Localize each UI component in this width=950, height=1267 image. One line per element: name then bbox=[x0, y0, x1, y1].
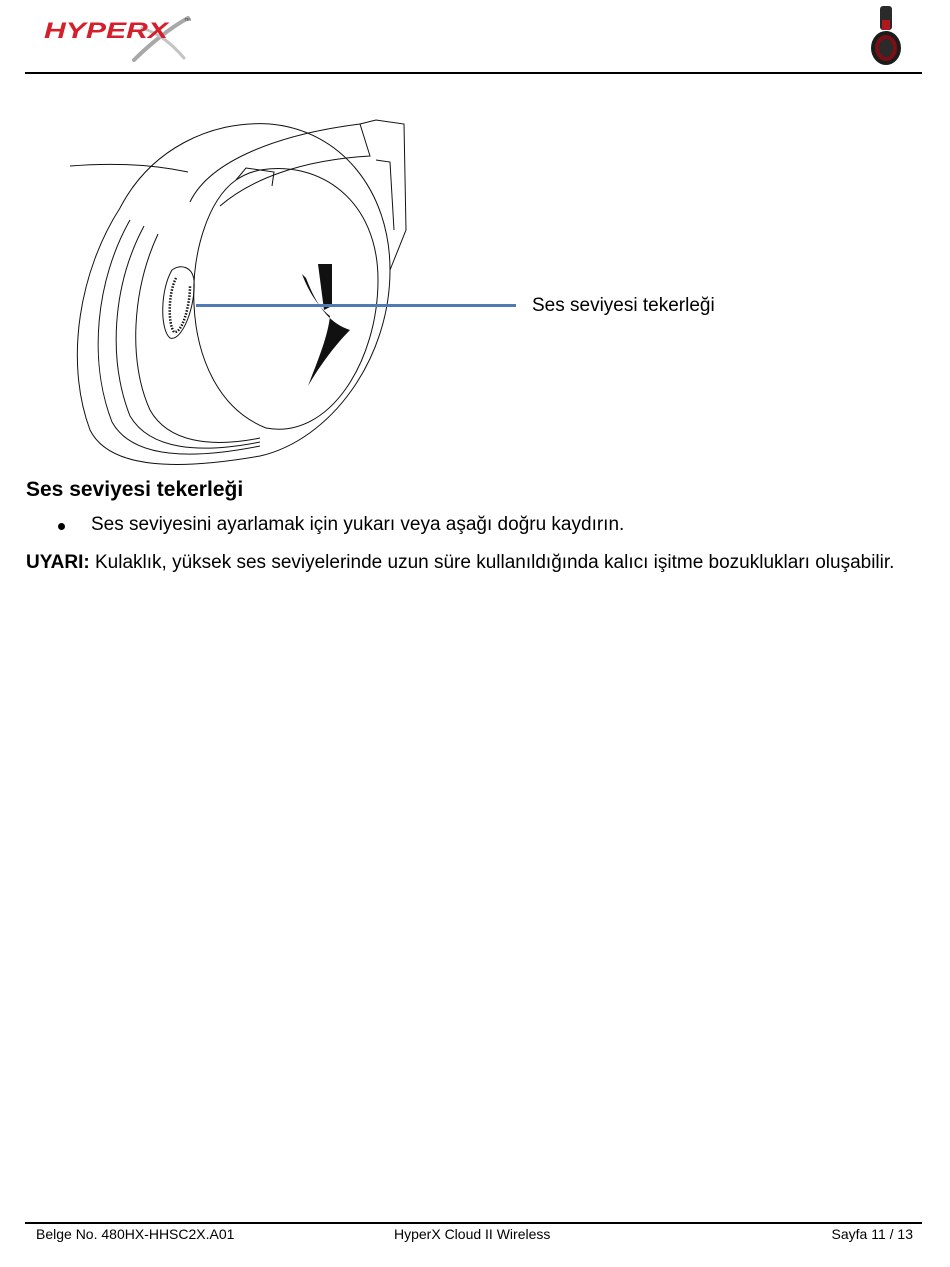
warning-text: Kulaklık, yüksek ses seviyelerinde uzun süre kullanıldığında kalıcı işitme bozuklukları oluşabilir. bbox=[89, 552, 895, 573]
document-number: Belge No. 480HX-HHSC2X.A01 bbox=[36, 1226, 235, 1242]
header-divider bbox=[25, 72, 922, 74]
product-name: HyperX Cloud II Wireless bbox=[394, 1226, 551, 1242]
callout-line bbox=[196, 304, 516, 307]
warning-label: UYARI: bbox=[26, 552, 90, 573]
logo-wordmark: HYPERX bbox=[44, 18, 170, 43]
list-item-text: Ses seviyesini ayarlamak için yukarı veya aşağı doğru kaydırın. bbox=[91, 514, 625, 535]
list-item bbox=[0, 514, 624, 536]
logo-trademark: ™ bbox=[184, 18, 191, 25]
hyperx-logo bbox=[42, 14, 194, 62]
warning-paragraph bbox=[26, 546, 906, 580]
footer-divider bbox=[25, 1222, 922, 1224]
volume-wheel-callout-label: Ses seviyesi tekerleği bbox=[532, 295, 715, 316]
section-heading: Ses seviyesi tekerleği bbox=[26, 478, 244, 501]
page-number: Sayfa 11 / 13 bbox=[831, 1226, 913, 1242]
instruction-list bbox=[0, 514, 624, 536]
bullet-icon bbox=[58, 523, 65, 530]
earcup-illustration bbox=[60, 110, 420, 470]
headset-thumbnail bbox=[866, 4, 906, 68]
